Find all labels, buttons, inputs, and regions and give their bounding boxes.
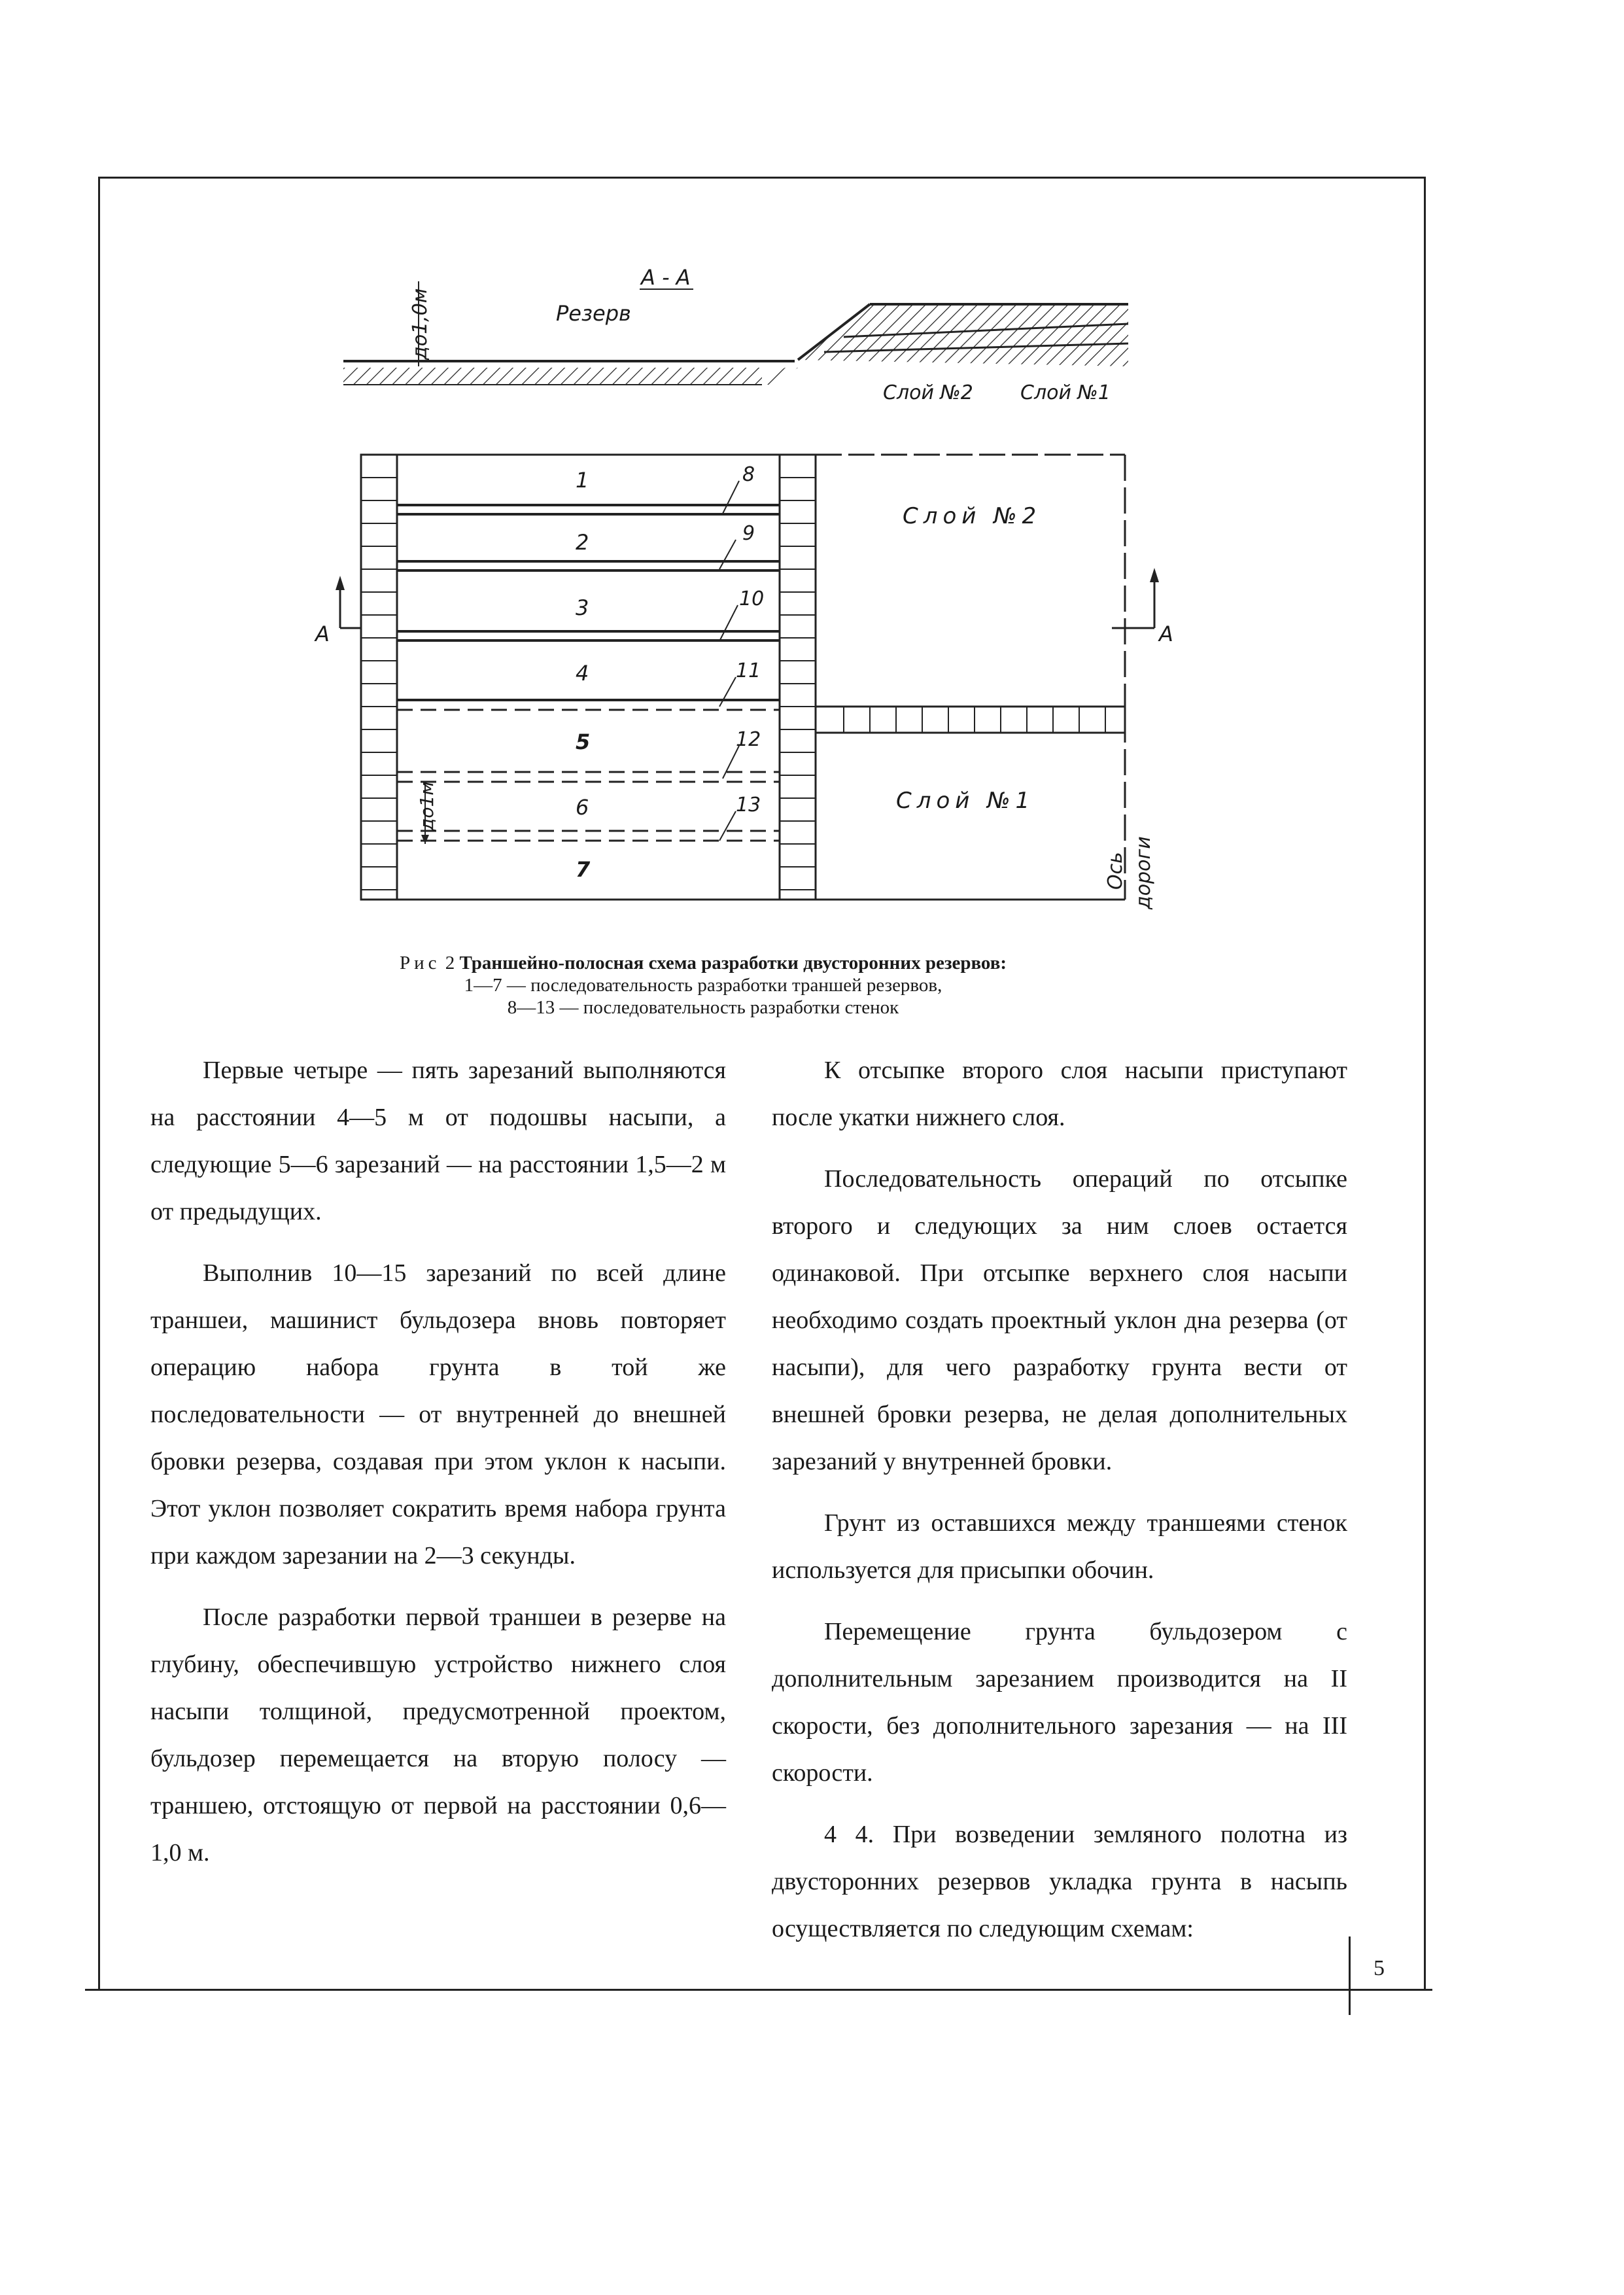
- paragraph: Последовательность операций по отсыпке второго и следующих за ним слоев остается одинаковой. При отсыпке верхнего слоя насыпи необходимо создать проектный уклон дна резерва (от насыпи), для чего разработку грунта вести от внешней бровки резерва, не делая дополнительных зарезаний у внутренней бровки.: [772, 1165, 1347, 1475]
- frame-left-line: [98, 177, 100, 1989]
- frame-top-line: [98, 177, 1426, 179]
- section-mark-right: А: [1159, 622, 1173, 646]
- wall-number: 10: [739, 587, 765, 610]
- layer2-section-label: Слой №2: [883, 381, 973, 404]
- caption-line-3: 8—13 — последовательность разработки стенок: [507, 997, 899, 1018]
- paragraph: 4 4. При возведении земляного полотна из двусторонних резервов укладка грунта в насыпь осуществляется по следующим схемам:: [772, 1821, 1347, 1942]
- caption-fig-prefix: Рис: [399, 953, 441, 973]
- trench-number: 6: [576, 795, 589, 820]
- spacing-label: до1м: [416, 781, 438, 831]
- wall-number: 13: [736, 794, 761, 816]
- reserve-label: Резерв: [556, 301, 631, 326]
- wall-number: 8: [742, 463, 755, 486]
- layer1-plan-label: Слой №1: [896, 788, 1035, 814]
- wall-number: 9: [742, 522, 755, 545]
- section-mark-left: А: [315, 622, 330, 646]
- caption-line-1: [164, 952, 1243, 974]
- trench-number: 2: [576, 530, 589, 555]
- road-axis-label: Ось: [1104, 852, 1127, 890]
- caption-fig-number: 2: [445, 953, 455, 973]
- plan-view: [314, 455, 1173, 910]
- figure-caption: [164, 952, 1243, 1019]
- layer1-section-label: Слой №1: [1020, 381, 1111, 404]
- paragraph: Первые четыре — пять зарезаний выполняются на расстоянии 4—5 м от подошвы насыпи, а следующие 5—6 зарезаний — на расстоянии 1,5—2 м от предыдущих.: [150, 1057, 726, 1225]
- caption-line-2: 1—7 — последовательность разработки траншей резервов,: [464, 975, 942, 996]
- left-text-column: [150, 1047, 726, 1891]
- trench-number: 4: [576, 661, 589, 686]
- trench-number: 1: [576, 468, 589, 493]
- trench-scheme-figure: [315, 255, 1177, 942]
- depth-label: до1,0м: [409, 288, 432, 360]
- trench-number: 3: [576, 595, 589, 620]
- section-label: А - А: [641, 265, 691, 290]
- paragraph: Выполнив 10—15 зарезаний по всей длине траншеи, машинист бульдозера вновь повторяет операцию набора грунта в той же последовательности — от внутренней до внешней бровки резерва, создавая при этом уклон к насыпи. Этот уклон позволяет сократить время набора грунта при каждом зарезании на 2—3 секунды.: [150, 1259, 726, 1569]
- caption-title: Траншейно-полосная схема разработки двусторонних резервов:: [459, 953, 1007, 973]
- paragraph: К отсыпке второго слоя насыпи приступают после укатки нижнего слоя.: [772, 1057, 1347, 1131]
- trench-number: 5: [576, 729, 591, 754]
- frame-bottom-line: [85, 1989, 1432, 1991]
- right-text-column: [772, 1047, 1347, 1967]
- wall-number: 11: [736, 659, 761, 682]
- layer2-plan-label: Слой №2: [903, 503, 1042, 529]
- trench-number: 7: [576, 857, 591, 882]
- wall-number: 12: [736, 728, 761, 751]
- page-number: 5: [1373, 1956, 1385, 1980]
- paragraph: Грунт из оставшихся между траншеями стенок используется для присыпки обочин.: [772, 1509, 1347, 1584]
- road-axis-label-2: дороги: [1132, 836, 1155, 909]
- paragraph: После разработки первой траншеи в резерве на глубину, обеспечившую устройство нижнего слоя насыпи толщиной, предусмотренной проектом, бульдозер перемещается на вторую полосу — траншею, отстоящую от первой на расстоянии 0,6—1,0 м.: [150, 1603, 726, 1866]
- cross-section: [343, 265, 1128, 404]
- frame-right-line: [1424, 177, 1426, 1989]
- paragraph: Перемещение грунта бульдозером с дополнительным зарезанием производится на II скорости, без дополнительного зарезания — на III скорости.: [772, 1618, 1347, 1787]
- page-number-divider: [1349, 1936, 1351, 2015]
